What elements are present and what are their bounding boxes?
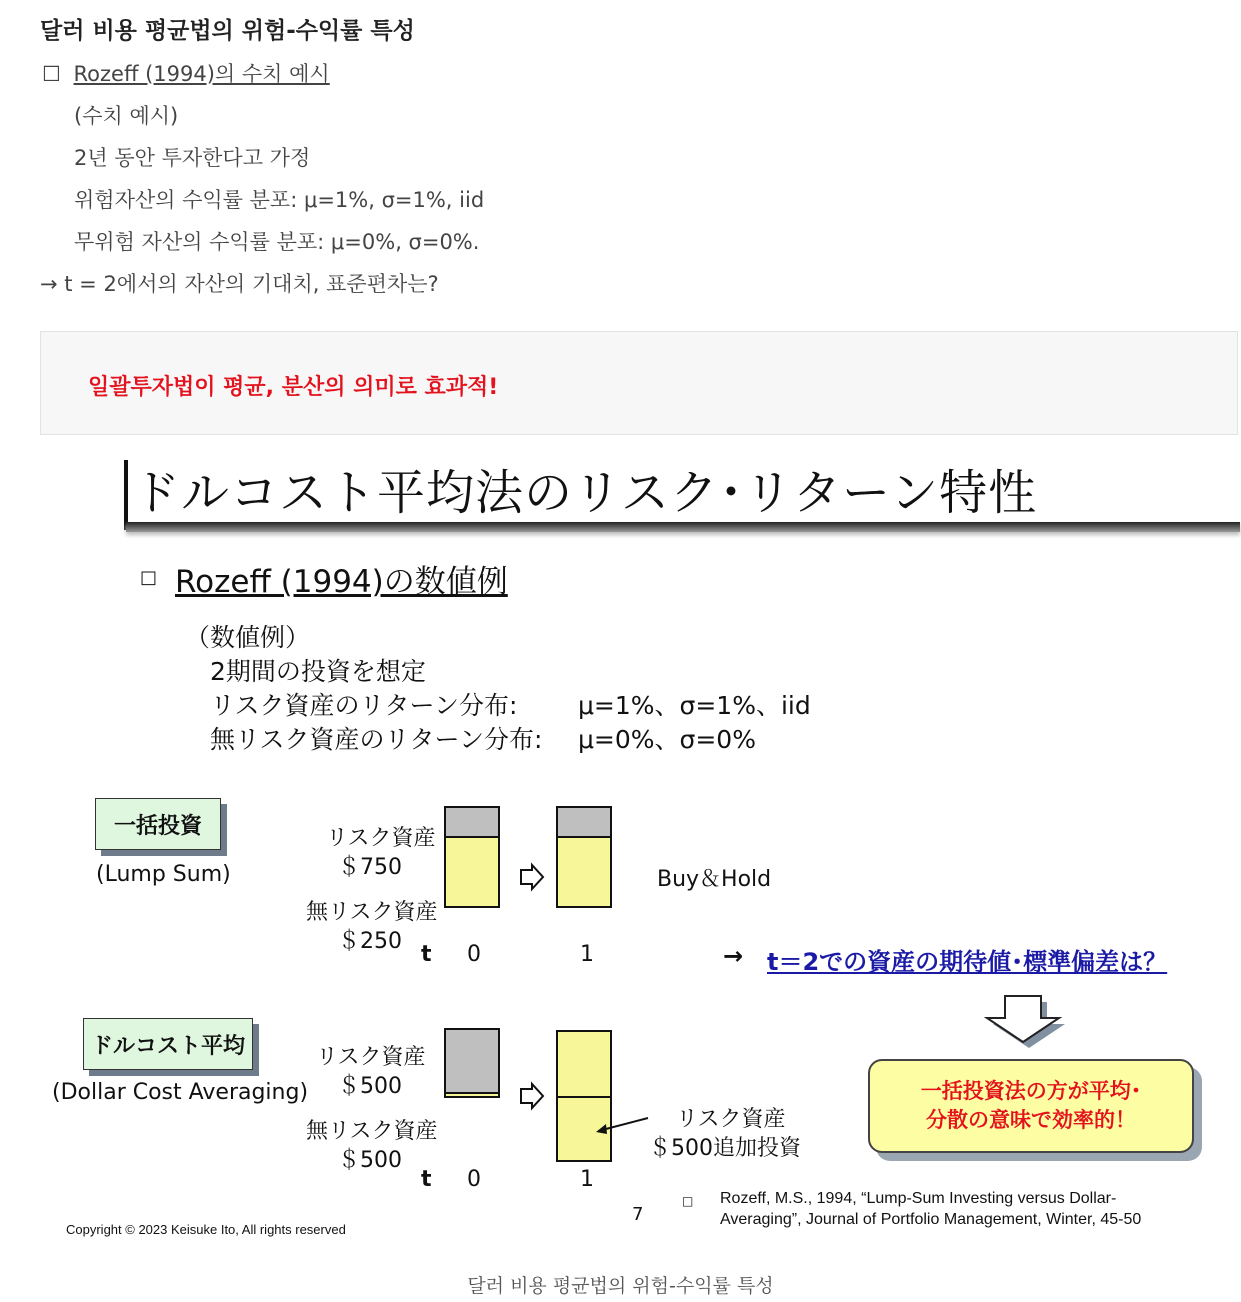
question-arrow-icon: → [723,942,744,970]
lump-bar-t1-riskfree [556,806,612,838]
down-arrow-icon [975,992,1071,1050]
checkbox-bullet: ☐ [42,62,61,86]
lump-riskfree-amount: ＄250 [338,929,402,954]
slide-image [40,440,1240,1260]
dca-t1-label: 1 [580,1167,594,1192]
dca-bar-t0 [444,1030,500,1162]
ref-bullet: □ [682,1194,694,1208]
dca-en: (Dollar Cost Averaging) [52,1080,309,1105]
lump-bar-t1 [556,808,612,938]
dca-riskfree-amount: ＄500 [338,1148,402,1173]
image-caption: 달러 비용 평균법의 위험-수익률 특성 [467,1275,774,1297]
question-text: t＝2での資産の期待値･標準偏差は？ [767,948,1168,976]
page-number: 7 [632,1204,644,1225]
pointer-arrow-icon [592,1114,652,1138]
lump-t0-label: 0 [467,942,481,967]
text-line-1: (수치 예시) [74,104,179,128]
dca-bar-t0-riskfree [444,1028,500,1094]
slide-title: ドルコスト平均法のリスク･リターン特性 [132,465,1038,521]
riskfree-dist-value: μ=0%、σ=0% [578,725,756,754]
lump-t1-label: 1 [580,942,594,967]
dca-bar-t1-risk-initial [556,1030,612,1098]
riskfree-dist-label: 無リスク資産のリターン分布: [210,725,543,754]
dca-riskfree-label: 無リスク資産 [306,1119,438,1144]
risk-dist-value: μ=1%、σ=1%、iid [578,691,811,720]
lump-bar-t0 [444,808,500,938]
copyright-text: Copyright © 2023 Keisuke Ito, All rights reserved [66,1222,346,1237]
slide-heading: Rozeff (1994)の数値例 [175,564,508,600]
slide-bullet: □ [140,567,158,588]
dca-bar-t1 [556,1030,612,1162]
lump-risk-label: リスク資産 [326,826,436,851]
dca-t-label: t [421,1167,432,1192]
text-line-2: 2년 동안 투자한다고 가정 [74,146,311,170]
title-rule-horizontal [126,522,1240,532]
dca-add-label: リスク資産 [676,1107,786,1132]
text-line-4: 무위험 자산의 수익률 분포: μ=0%, σ=0%. [74,230,480,254]
title-rule-vertical [124,460,128,530]
result-line-1: 一括投資法の方が平均･ [920,1079,1142,1103]
example-label: （数値例） [185,623,311,652]
lump-sum-box: 一括投資 [95,798,221,850]
assumption-text: 2期間の投資を想定 [210,657,426,686]
lump-bar-t0-riskfree [444,806,500,838]
dca-t0-label: 0 [467,1167,481,1192]
result-box [868,1059,1194,1153]
dca-risk-amount: ＄500 [338,1074,402,1099]
lump-risk-amount: ＄750 [338,855,402,880]
lump-arrow-icon [518,862,546,892]
text-line-3: 위험자산의 수익률 분포: μ=1%, σ=1%, iid [74,188,485,212]
lump-sum-en: (Lump Sum) [96,862,231,887]
page-title: 달러 비용 평균법의 위험-수익률 특성 [40,18,415,44]
dca-risk-label: リスク資産 [316,1045,426,1070]
lump-t-label: t [421,942,432,967]
callout-box [40,331,1238,435]
bullet-line [42,58,330,88]
lump-riskfree-label: 無リスク資産 [306,900,438,925]
ref-line-1: Rozeff, M.S., 1994, “Lump-Sum Investing versus Dollar- [720,1190,1117,1207]
result-line-2: 分散の意味で効率的！ [926,1108,1136,1132]
ref-line-2: Averaging”, Journal of Portfolio Management, Winter, 45-50 [720,1211,1142,1228]
risk-dist-label: リスク資産のリターン分布: [210,691,518,720]
dca-add-amount: ＄500追加投資 [649,1136,801,1161]
bullet-heading: Rozeff (1994)의 수치 예시 [73,62,330,86]
dca-arrow-icon [518,1081,546,1111]
dca-box: ドルコスト平均 [83,1018,253,1070]
callout-text: 일괄투자법이 평균, 분산의 의미로 효과적! [88,375,499,400]
buy-hold-label: Buy＆Hold [657,867,772,892]
text-line-5: → t = 2에서의 자산의 기대치, 표준편차는? [40,272,439,296]
